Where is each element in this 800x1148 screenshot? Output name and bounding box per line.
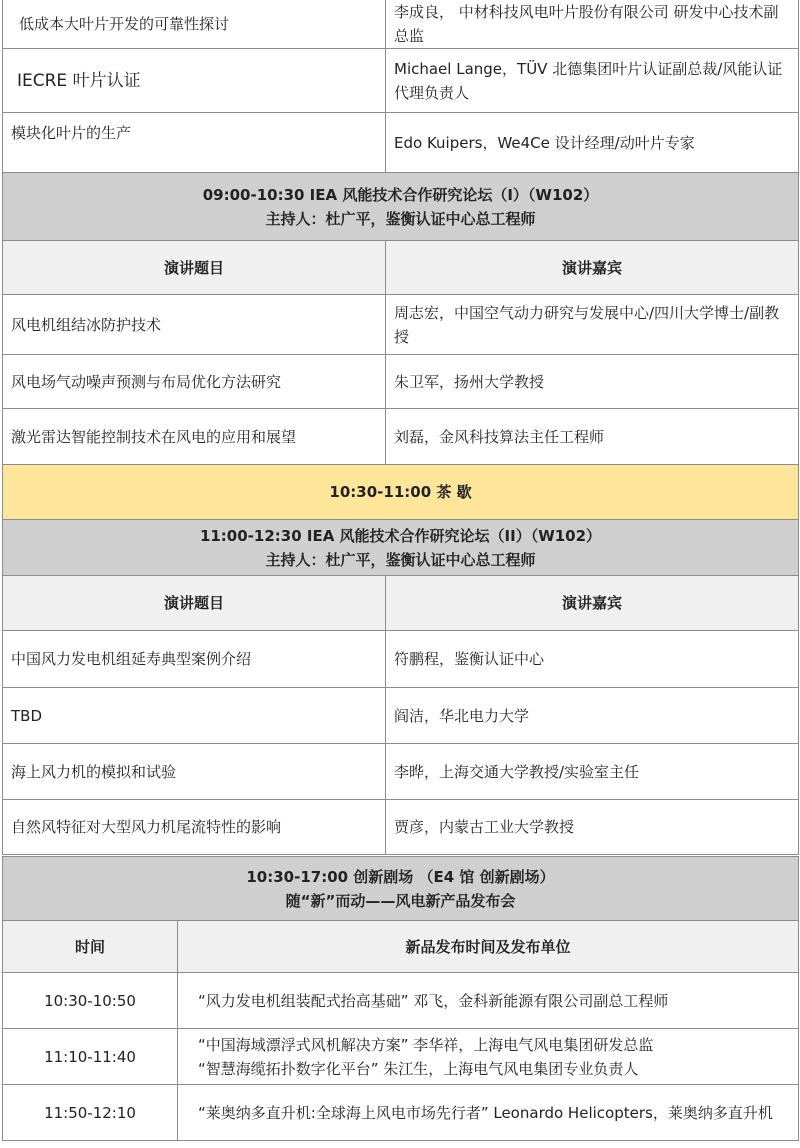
topic-cell: 风电场气动噪声预测与布局优化方法研究 [3, 355, 386, 409]
table-row [3, 355, 799, 409]
column-header-row [3, 576, 799, 631]
release-line: “莱奥纳多直升机:全球海上风电市场先行者” Leonardo Helicopters，莱奥纳多直升机 [198, 1103, 773, 1122]
speaker-cell: 符鹏程，鉴衡认证中心 [386, 631, 799, 688]
time-cell: 11:50-12:10 [3, 1085, 178, 1141]
desc-cell [178, 973, 799, 1029]
session-title: 11:00-12:30 IEA 风能技术合作研究论坛（II）（W102） [199, 526, 602, 545]
session-header-cell [3, 857, 799, 921]
session-header [3, 520, 799, 576]
column-header-speaker: 演讲嘉宾 [386, 241, 799, 295]
table-row [3, 113, 799, 173]
column-header-topic: 演讲题目 [3, 576, 386, 631]
agenda-table-theatre [2, 856, 799, 1141]
topic-cell: IECRE 叶片认证 [3, 49, 386, 113]
session-header-cell [3, 520, 799, 576]
topic-cell: 模块化叶片的生产 [3, 113, 386, 173]
column-header-topic: 演讲题目 [3, 241, 386, 295]
time-cell: 10:30-10:50 [3, 973, 178, 1029]
table-row [3, 1029, 799, 1085]
table-row [3, 295, 799, 355]
speaker-cell: 李晔，上海交通大学教授/实验室主任 [386, 744, 799, 800]
tea-break: 10:30-11:00 茶 歇 [3, 465, 799, 520]
time-cell: 11:10-11:40 [3, 1029, 178, 1085]
table-row [3, 49, 799, 113]
session-subtitle: 随“新”而动——风电新产品发布会 [285, 891, 516, 910]
column-header-desc: 新品发布时间及发布单位 [178, 921, 799, 973]
topic-cell: 中国风力发电机组延寿典型案例介绍 [3, 631, 386, 688]
desc-cell [178, 1029, 799, 1085]
speaker-cell: 刘磊，金风科技算法主任工程师 [386, 409, 799, 465]
session-title: 10:30-17:00 创新剧场 （E4 馆 创新剧场） [246, 867, 555, 886]
table-row [3, 1085, 799, 1141]
topic-cell: 低成本大叶片开发的可靠性探讨 [3, 0, 386, 49]
column-header-row [3, 241, 799, 295]
topic-cell: 风电机组结冰防护技术 [3, 295, 386, 355]
session-host: 主持人：杜广平，鉴衡认证中心总工程师 [265, 550, 536, 569]
topic-cell: 激光雷达智能控制技术在风电的应用和展望 [3, 409, 386, 465]
column-header-speaker: 演讲嘉宾 [386, 576, 799, 631]
release-line: “风力发电机组装配式抬高基础” 邓飞，金科新能源有限公司副总工程师 [198, 991, 669, 1010]
session-header [3, 857, 799, 921]
tea-break-row [3, 465, 799, 520]
session-host: 主持人：杜广平，鉴衡认证中心总工程师 [265, 209, 536, 228]
speaker-cell: Edo Kuipers，We4Ce 设计经理/动叶片专家 [386, 113, 799, 173]
speaker-cell: 朱卫军，扬州大学教授 [386, 355, 799, 409]
release-line: “中国海域漂浮式风机解决方案” 李华祥，上海电气风电集团研发总监 [198, 1035, 654, 1054]
session-header-cell [3, 173, 799, 241]
speaker-cell: Michael Lange，TÜV 北德集团叶片认证副总裁/风能认证代理负责人 [386, 49, 799, 113]
table-row [3, 631, 799, 688]
session-header [3, 173, 799, 241]
topic-cell: TBD [3, 688, 386, 744]
table-row [3, 0, 799, 49]
table-row [3, 409, 799, 465]
session-title: 09:00-10:30 IEA 风能技术合作研究论坛（I）（W102） [202, 185, 599, 204]
table-row [3, 688, 799, 744]
agenda-table-main [2, 0, 799, 855]
topic-cell: 自然风特征对大型风力机尾流特性的影响 [3, 800, 386, 855]
speaker-cell: 阎洁，华北电力大学 [386, 688, 799, 744]
table-row [3, 800, 799, 855]
column-header-time: 时间 [3, 921, 178, 973]
desc-cell [178, 1085, 799, 1141]
table-row [3, 744, 799, 800]
speaker-cell: 周志宏，中国空气动力研究与发展中心/四川大学博士/副教授 [386, 295, 799, 355]
speaker-cell: 李成良， 中材科技风电叶片股份有限公司 研发中心技术副总监 [386, 0, 799, 49]
speaker-cell: 贾彦，内蒙古工业大学教授 [386, 800, 799, 855]
topic-cell: 海上风力机的模拟和试验 [3, 744, 386, 800]
column-header-row [3, 921, 799, 973]
table-row [3, 973, 799, 1029]
release-line: “智慧海缆拓扑数字化平台” 朱江生，上海电气风电集团专业负责人 [198, 1059, 639, 1078]
